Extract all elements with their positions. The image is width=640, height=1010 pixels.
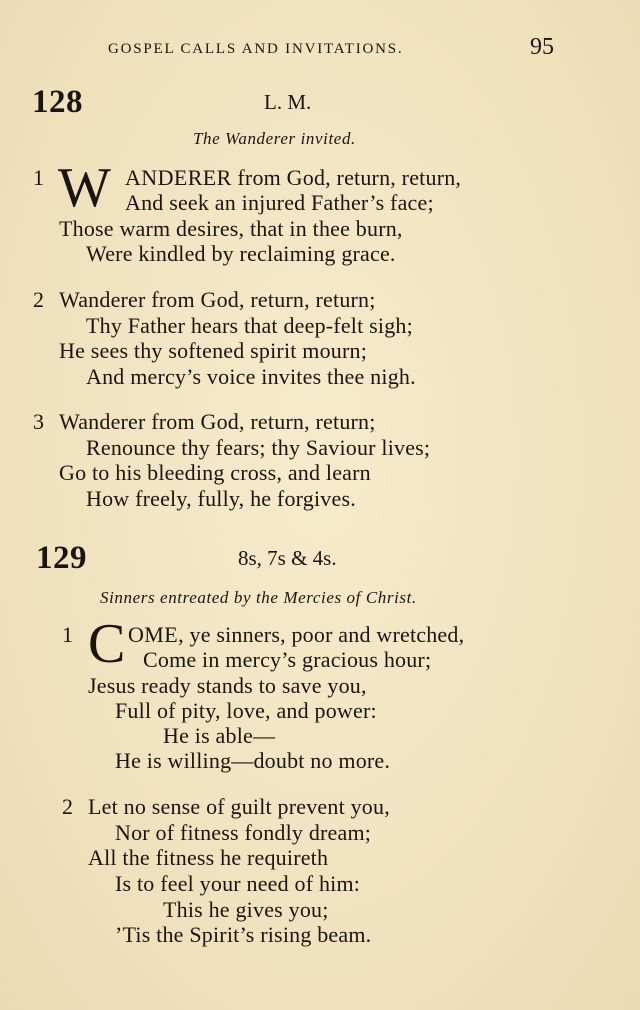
stanza-line: This he gives you; [163,897,329,922]
hymn-meter-128: L. M. [264,90,312,114]
stanza-line: All the fitness he requireth [88,845,329,870]
first-line-tail: from God, return, return, [231,165,462,190]
stanza-line: Were kindled by reclaiming grace. [86,241,396,266]
first-word-caps: OME [128,622,179,647]
stanza-number: 3 [33,409,44,434]
stanza-line: Is to feel your need of him: [115,871,361,896]
stanza-line: He sees thy softened spirit mourn; [59,338,368,363]
stanza-number: 2 [33,287,44,312]
stanza-line: Those warm desires, that in thee burn, [59,216,403,241]
hymn-title-128: The Wanderer invited. [193,129,356,148]
stanza-number: 1 [33,165,44,190]
stanza-line: ’Tis the Spirit’s rising beam. [115,922,372,947]
stanza-line: He is able— [163,723,276,748]
stanza-line: He is willing—doubt no more. [115,748,391,773]
stanza-line: Go to his bleeding cross, and learn [59,460,371,485]
hymn-number-129: 129 [36,540,87,576]
stanza-number: 2 [62,794,73,819]
stanza-line: Jesus ready stands to save you, [88,673,367,698]
stanza-line: And mercy’s voice invites thee nigh. [86,364,416,389]
running-head [108,40,403,58]
stanza-line [128,622,464,648]
stanza-line: Renounce thy fears; thy Saviour lives; [86,435,431,460]
page-number: 95 [530,34,554,60]
hymn-number-128: 128 [32,84,83,120]
stanza-line: How freely, fully, he forgives. [86,486,356,511]
stanza-line: And seek an injured Father’s face; [125,190,434,215]
drop-cap: C [88,613,126,675]
stanza-number: 1 [62,622,73,647]
stanza-line: Thy Father hears that deep-felt sigh; [86,313,413,338]
hymn-meter-129: 8s, 7s & 4s. [238,546,337,570]
first-line-tail: , ye sinners, poor and wretched, [178,622,465,647]
stanza-line: Wanderer from God, return, return; [59,287,376,312]
hymn-title-129: Sinners entreated by the Mercies of Christ. [100,588,417,607]
stanza-line: Come in mercy’s gracious hour; [143,647,432,672]
drop-cap: W [58,157,111,219]
stanza-line: Wanderer from God, return, return; [59,409,376,434]
stanza-line: Full of pity, love, and power: [115,698,377,723]
stanza-line [125,165,461,191]
stanza-line: Let no sense of guilt prevent you, [88,794,390,819]
running-head-text: GOSPEL CALLS AND INVITATIONS. [108,41,404,57]
first-word-caps: ANDERER [125,165,232,190]
stanza-line: Nor of fitness fondly dream; [115,820,372,845]
